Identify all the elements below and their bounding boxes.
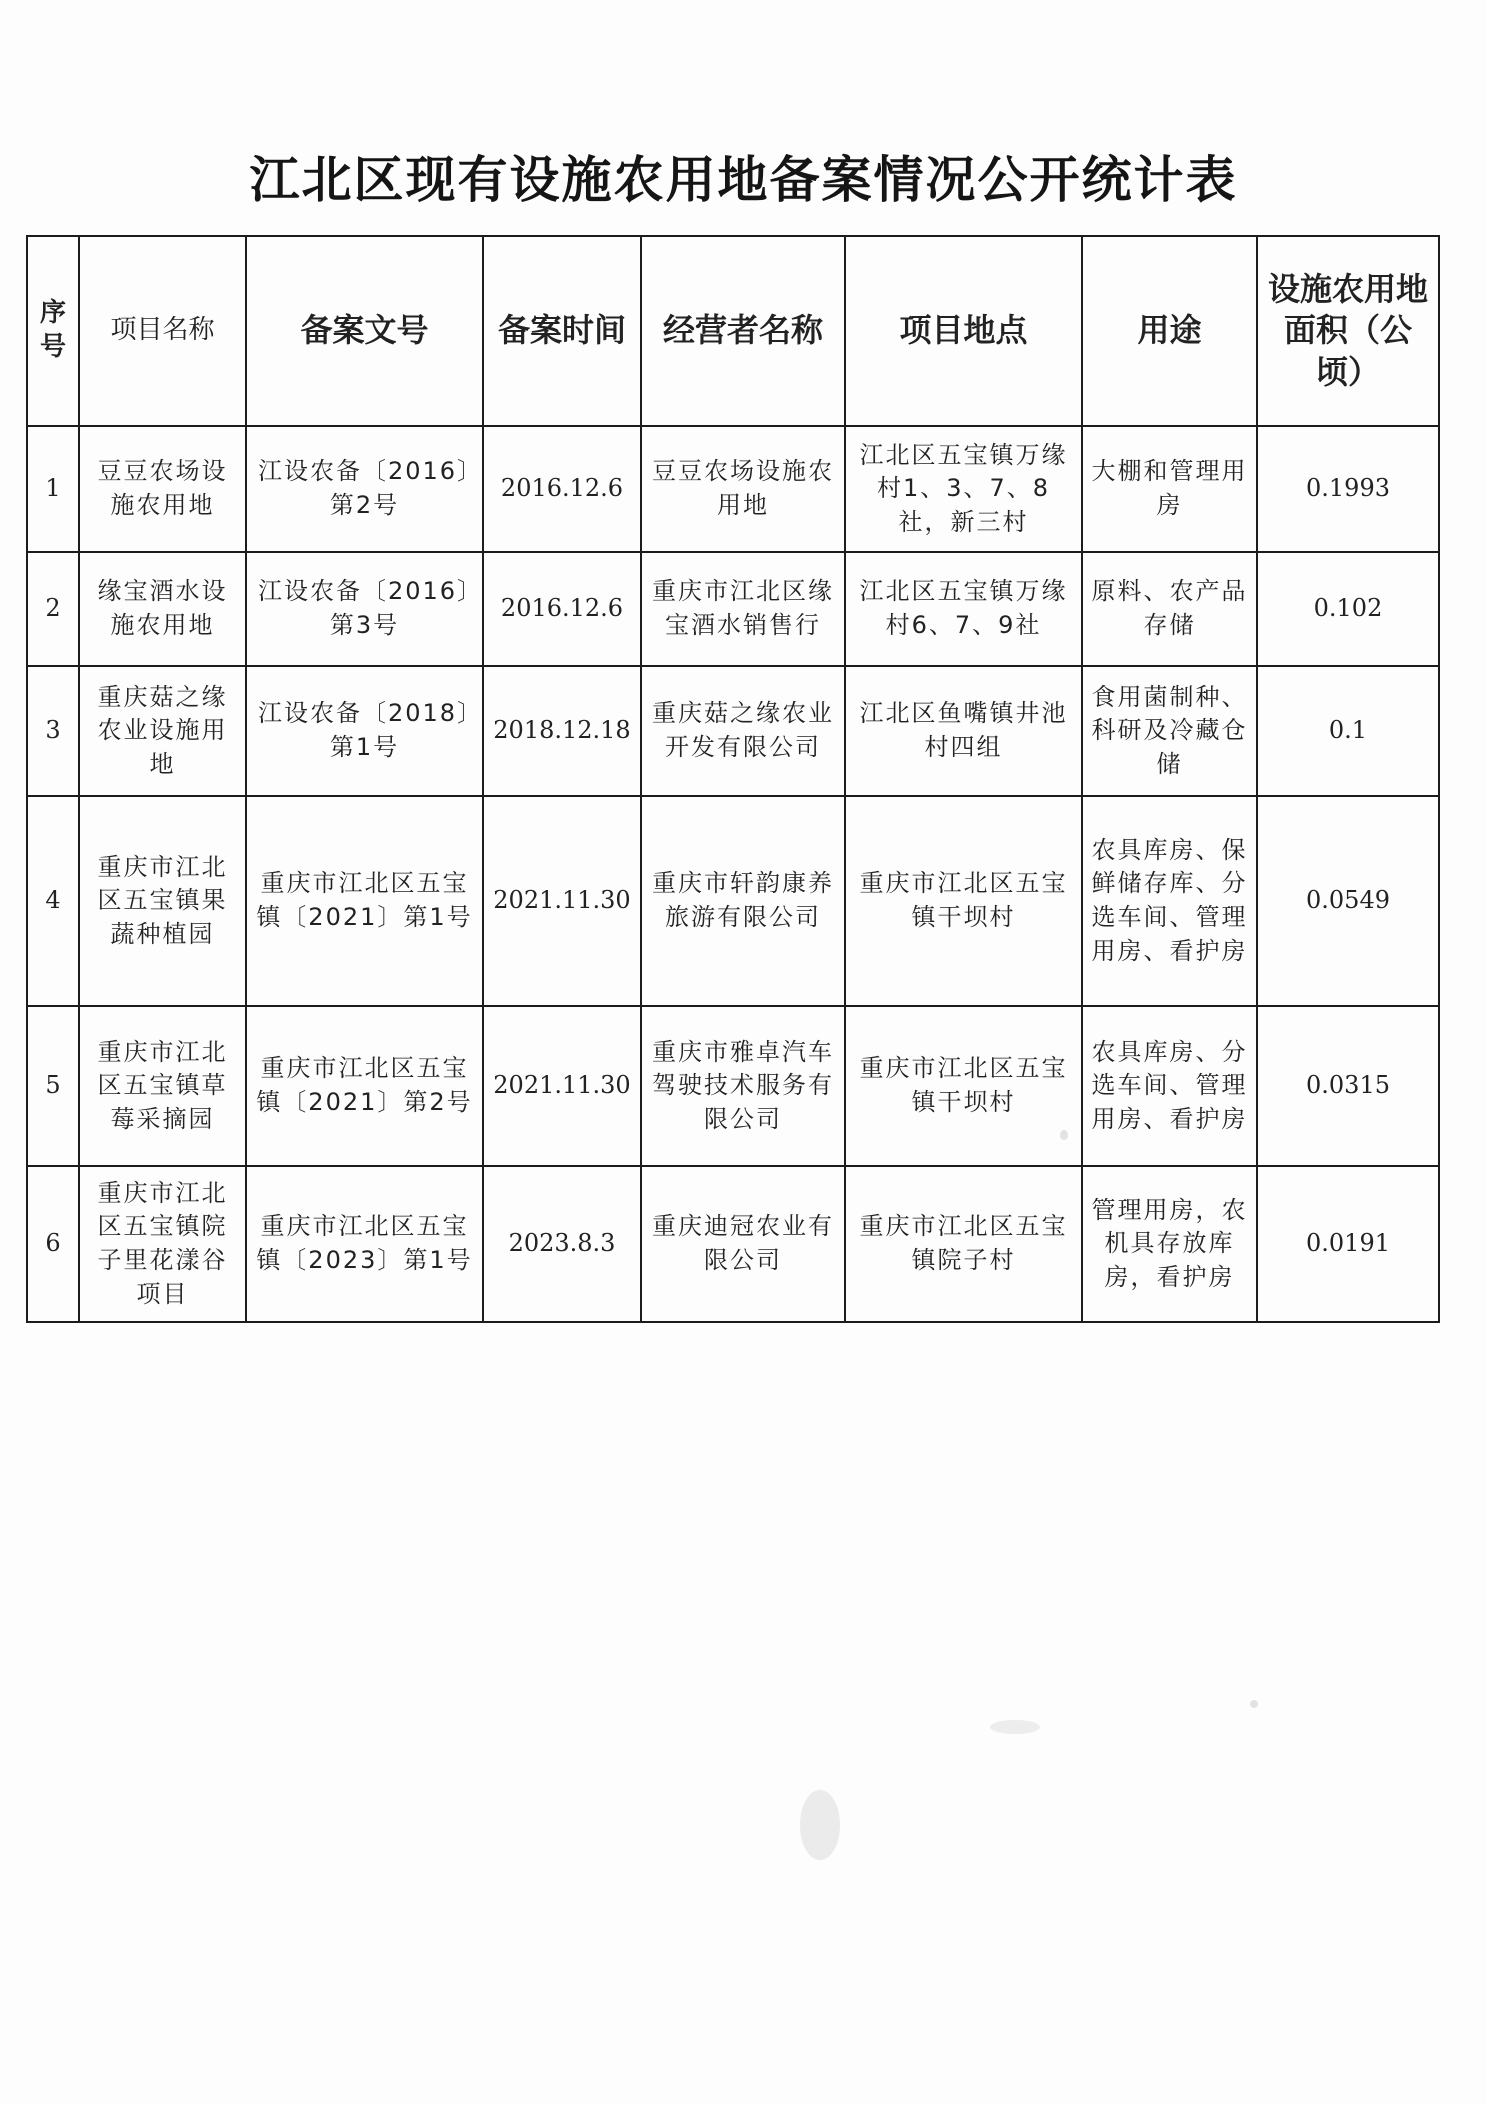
table-row [27, 1166, 1439, 1322]
row-index: 2 [27, 552, 79, 666]
row-filing-date: 2023.8.3 [483, 1166, 641, 1322]
row-location: 重庆市江北区五宝镇干坝村 [845, 796, 1082, 1006]
row-area: 0.1993 [1257, 426, 1439, 552]
row-index: 3 [27, 666, 79, 796]
row-filing-no: 重庆市江北区五宝镇〔2023〕第1号 [246, 1166, 483, 1322]
row-operator: 豆豆农场设施农用地 [641, 426, 845, 552]
header-project-name: 项目名称 [79, 236, 246, 426]
row-area: 0.0191 [1257, 1166, 1439, 1322]
table-row [27, 1006, 1439, 1166]
row-project-name: 重庆市江北区五宝镇院子里花漾谷项目 [79, 1166, 246, 1322]
row-purpose: 原料、农产品存储 [1082, 552, 1257, 666]
row-project-name: 重庆市江北区五宝镇草莓采摘园 [79, 1006, 246, 1166]
row-filing-date: 2016.12.6 [483, 426, 641, 552]
row-location: 重庆市江北区五宝镇干坝村 [845, 1006, 1082, 1166]
row-operator: 重庆市轩韵康养旅游有限公司 [641, 796, 845, 1006]
row-purpose: 管理用房，农机具存放库房，看护房 [1082, 1166, 1257, 1322]
row-purpose: 农具库房、分选车间、管理用房、看护房 [1082, 1006, 1257, 1166]
row-operator: 重庆菇之缘农业开发有限公司 [641, 666, 845, 796]
row-project-name: 缘宝酒水设施农用地 [79, 552, 246, 666]
row-filing-no: 重庆市江北区五宝镇〔2021〕第2号 [246, 1006, 483, 1166]
row-filing-no: 重庆市江北区五宝镇〔2021〕第1号 [246, 796, 483, 1006]
row-purpose: 农具库房、保鲜储存库、分选车间、管理用房、看护房 [1082, 796, 1257, 1006]
table-row [27, 796, 1439, 1006]
row-location: 江北区鱼嘴镇井池村四组 [845, 666, 1082, 796]
row-purpose: 食用菌制种、科研及冷藏仓储 [1082, 666, 1257, 796]
row-area: 0.0549 [1257, 796, 1439, 1006]
scan-smudge [800, 1790, 840, 1860]
row-filing-date: 2021.11.30 [483, 1006, 641, 1166]
row-project-name: 豆豆农场设施农用地 [79, 426, 246, 552]
row-location: 重庆市江北区五宝镇院子村 [845, 1166, 1082, 1322]
page-title: 江北区现有设施农用地备案情况公开统计表 [249, 150, 1238, 209]
scan-smudge [1250, 1700, 1258, 1708]
header-filing-no: 备案文号 [246, 236, 483, 426]
table-row [27, 552, 1439, 666]
row-filing-no: 江设农备〔2016〕第2号 [246, 426, 483, 552]
row-index: 4 [27, 796, 79, 1006]
row-area: 0.1 [1257, 666, 1439, 796]
header-location: 项目地点 [845, 236, 1082, 426]
row-area: 0.102 [1257, 552, 1439, 666]
row-purpose: 大棚和管理用房 [1082, 426, 1257, 552]
row-location: 江北区五宝镇万缘村1、3、7、8社，新三村 [845, 426, 1082, 552]
row-project-name: 重庆菇之缘农业设施用地 [79, 666, 246, 796]
row-operator: 重庆市雅卓汽车驾驶技术服务有限公司 [641, 1006, 845, 1166]
row-index: 6 [27, 1166, 79, 1322]
header-purpose: 用途 [1082, 236, 1257, 426]
row-location: 江北区五宝镇万缘村6、7、9社 [845, 552, 1082, 666]
row-project-name: 重庆市江北区五宝镇果蔬种植园 [79, 796, 246, 1006]
table-row [27, 666, 1439, 796]
header-filing-date: 备案时间 [483, 236, 641, 426]
header-operator: 经营者名称 [641, 236, 845, 426]
table-row [27, 426, 1439, 552]
header-area: 设施农用地面积（公顷） [1257, 236, 1439, 426]
filing-table [26, 235, 1440, 1323]
scan-smudge [990, 1720, 1040, 1734]
row-filing-date: 2018.12.18 [483, 666, 641, 796]
row-filing-no: 江设农备〔2018〕第1号 [246, 666, 483, 796]
row-filing-no: 江设农备〔2016〕第3号 [246, 552, 483, 666]
row-filing-date: 2016.12.6 [483, 552, 641, 666]
scan-smudge [1060, 1130, 1068, 1140]
header-index: 序号 [27, 236, 79, 426]
row-index: 1 [27, 426, 79, 552]
row-index: 5 [27, 1006, 79, 1166]
row-area: 0.0315 [1257, 1006, 1439, 1166]
row-filing-date: 2021.11.30 [483, 796, 641, 1006]
row-operator: 重庆市江北区缘宝酒水销售行 [641, 552, 845, 666]
table-header-row [27, 236, 1439, 426]
row-operator: 重庆迪冠农业有限公司 [641, 1166, 845, 1322]
